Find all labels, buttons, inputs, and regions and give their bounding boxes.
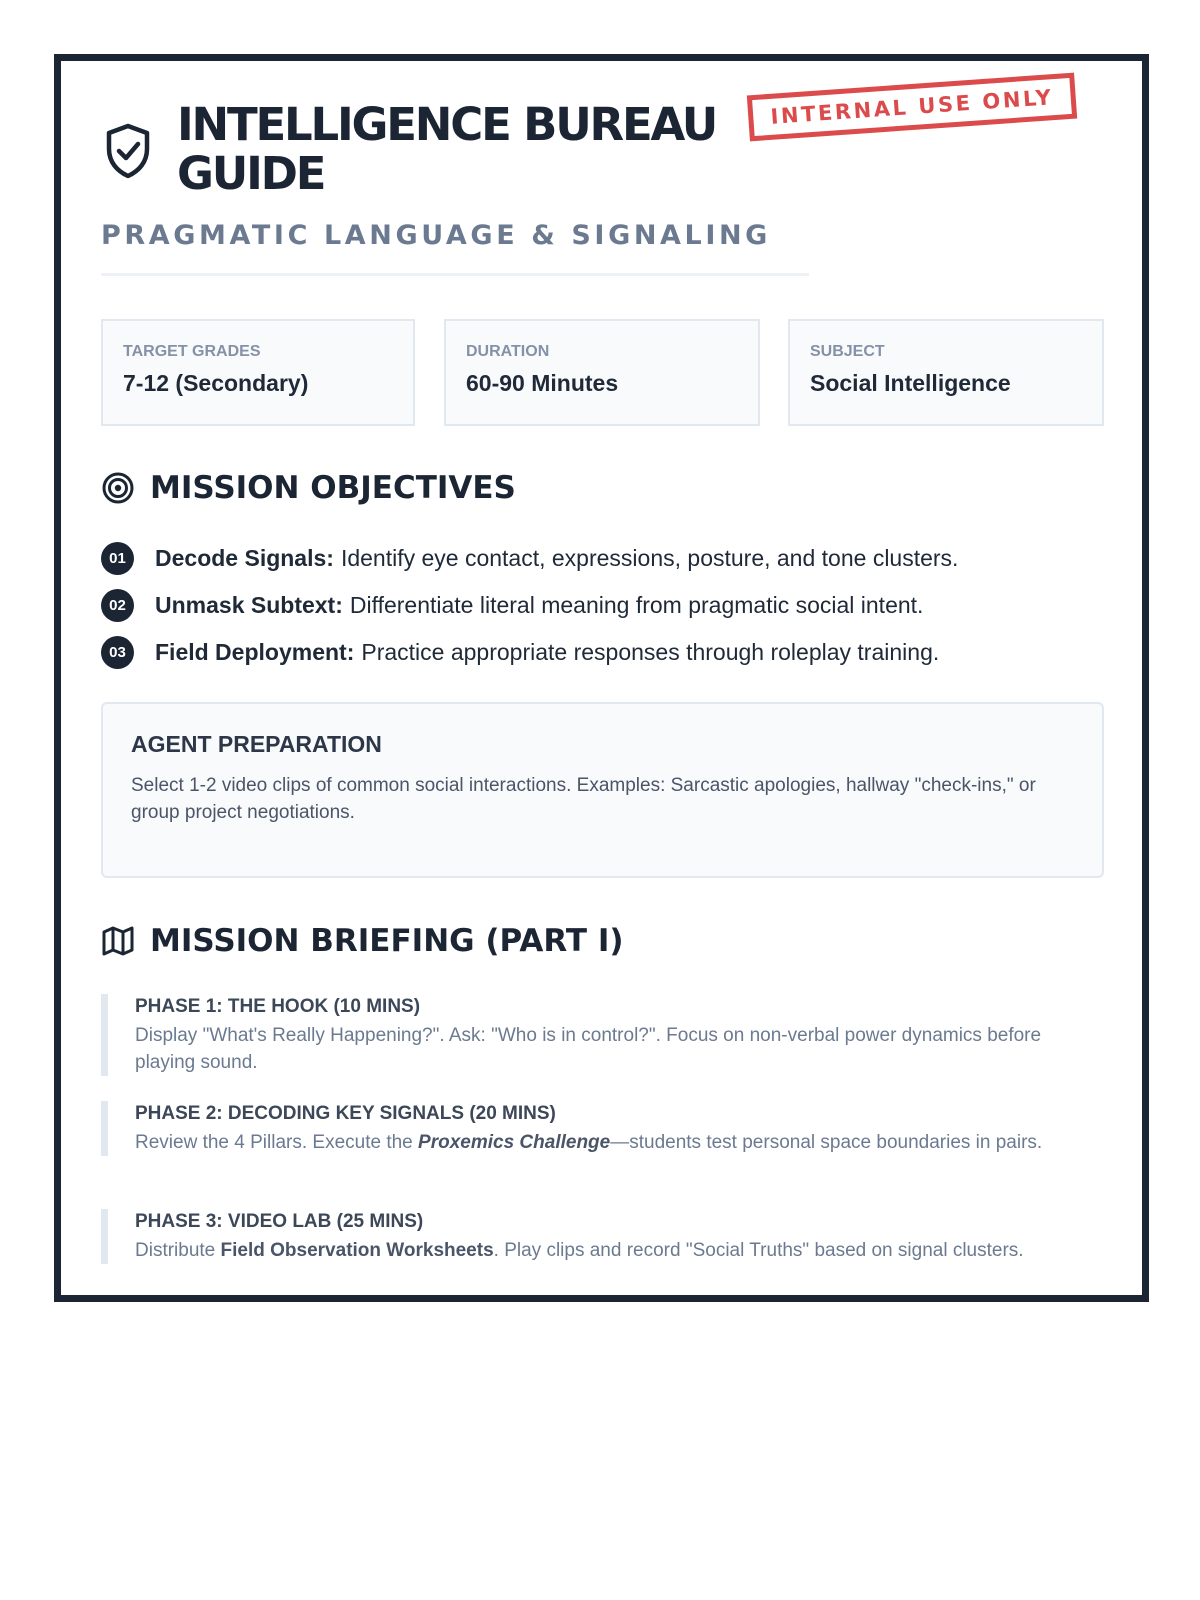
number-badge: 03 — [101, 636, 134, 669]
phase-title: PHASE 2: DECODING KEY SIGNALS (20 MINS) — [135, 1103, 556, 1124]
phase-text-part: —students test personal space boundaries in pairs. — [610, 1132, 1043, 1153]
phase-block — [101, 994, 1104, 1076]
map-icon — [101, 924, 135, 958]
objectives-heading — [101, 470, 516, 506]
title-line-2: GUIDE — [177, 147, 325, 200]
objective-text: Differentiate literal meaning from pragmatic social intent. — [349, 592, 924, 618]
phase-text — [135, 1237, 1104, 1264]
title-line-1: INTELLIGENCE BUREAU — [177, 98, 717, 151]
objective-label: Decode Signals: — [155, 545, 334, 571]
phase-text-strong: Field Observation Worksheets — [220, 1240, 494, 1261]
objectives-heading-text: MISSION OBJECTIVES — [150, 470, 516, 506]
info-card-value: 60-90 Minutes — [466, 370, 619, 396]
phase-block — [101, 1101, 1104, 1156]
objective-text: Identify eye contact, expressions, posture, and tone clusters. — [340, 545, 959, 571]
phase-title: PHASE 1: THE HOOK (10 MINS) — [135, 996, 421, 1017]
info-card-value: Social Intelligence — [810, 370, 1011, 396]
internal-use-stamp: INTERNAL USE ONLY — [747, 73, 1077, 142]
number-badge: 02 — [101, 589, 134, 622]
objectives-list — [101, 535, 1101, 676]
objective-label: Field Deployment: — [155, 639, 355, 665]
phase-title: PHASE 3: VIDEO LAB (25 MINS) — [135, 1211, 424, 1232]
number-badge: 01 — [101, 542, 134, 575]
info-card-value: 7-12 (Secondary) — [123, 370, 309, 396]
phase-text-part: Distribute — [135, 1240, 221, 1261]
info-card-label: TARGET GRADES — [123, 343, 261, 360]
preparation-text: Select 1-2 video clips of common social interactions. Examples: Sarcastic apologies, hallway "check-ins," or group project negotiations. — [131, 775, 1036, 823]
page-title — [177, 100, 817, 198]
list-item — [101, 582, 1101, 629]
info-card-target-grades — [101, 319, 415, 426]
list-item — [101, 629, 1101, 676]
phase-text-part: Review the 4 Pillars. Execute the — [135, 1132, 419, 1153]
subtitle-divider — [101, 273, 809, 276]
shield-check-icon — [103, 122, 153, 180]
target-icon — [101, 471, 135, 505]
info-card-label: DURATION — [466, 343, 550, 360]
phase-text-emphasis: Proxemics Challenge — [418, 1132, 611, 1153]
preparation-title: AGENT PREPARATION — [131, 731, 382, 757]
objective-label: Unmask Subtext: — [155, 592, 343, 618]
info-card-subject — [788, 319, 1104, 426]
objective-text: Practice appropriate responses through roleplay training. — [361, 639, 940, 665]
list-item — [101, 535, 1101, 582]
page-subtitle: PRAGMATIC LANGUAGE & SIGNALING — [101, 220, 771, 251]
info-card-label: SUBJECT — [810, 343, 885, 360]
phase-text-part: . Play clips and record "Social Truths" based on signal clusters. — [493, 1240, 1024, 1261]
agent-preparation-box — [101, 702, 1104, 878]
phase-text: Display "What's Really Happening?". Ask: "Who is in control?". Focus on non-verbal power dynamics before playing sound. — [135, 1025, 1042, 1073]
briefing-heading — [101, 923, 624, 959]
phase-block — [101, 1209, 1104, 1264]
briefing-heading-text: MISSION BRIEFING (PART I) — [150, 923, 624, 959]
info-card-duration — [444, 319, 760, 426]
phase-text — [135, 1129, 1104, 1156]
